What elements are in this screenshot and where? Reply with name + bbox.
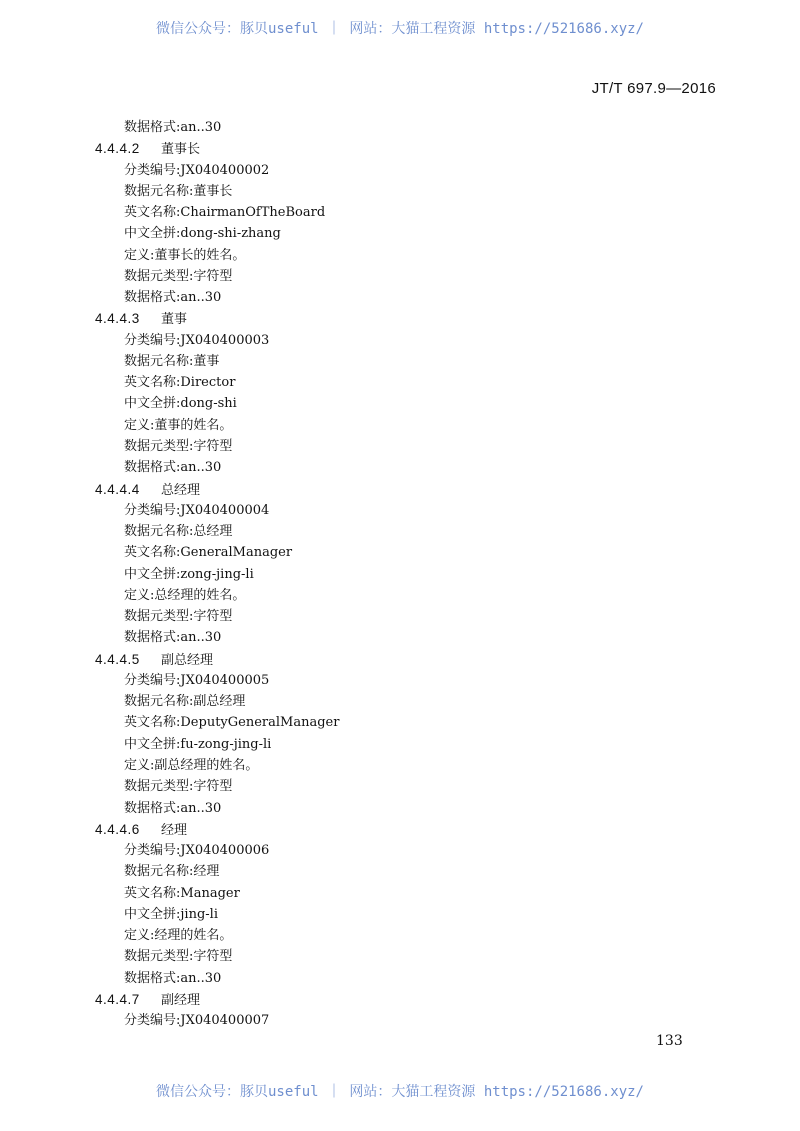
field-item: 数据元类型:字符型 [124,949,233,965]
section-heading [0,989,800,1010]
field-item: 中文全拼:dong-shi [124,396,237,412]
section-heading [0,819,800,840]
section-number: 4.4.4.2 [95,141,140,157]
field-item: 定义:董事长的姓名。 [124,247,246,263]
field-item: 数据格式:an..30 [124,460,222,476]
field-item: 分类编号:JX040400003 [124,332,270,348]
field-item: 数据格式:an..30 [124,970,222,986]
field-item: 数据元名称:董事长 [124,183,233,199]
section-title: 副经理 [161,992,201,1008]
field-item: 数据元名称:副总经理 [124,694,246,710]
field-item: 分类编号:JX040400004 [124,502,270,518]
page-number: 133 [656,1033,683,1049]
field-item: 分类编号:JX040400007 [124,1013,270,1029]
section-number: 4.4.4.6 [95,821,140,837]
section-title: 副总经理 [161,652,214,668]
field-item: 分类编号:JX040400002 [124,162,270,178]
field-item: 定义:总经理的姓名。 [124,587,246,603]
field-item: 分类编号:JX040400005 [124,672,270,688]
field-item: 数据元名称:经理 [124,864,220,880]
document-body [0,117,800,1031]
field-item: 英文名称:ChairmanOfTheBoard [124,205,326,221]
section-heading [0,138,800,159]
field-item: 数据元类型:字符型 [124,609,233,625]
field-item: 数据元类型:字符型 [124,779,233,795]
section-number: 4.4.4.7 [95,991,140,1007]
field-item: 英文名称:DeputyGeneralManager [124,715,340,731]
field-item: 数据元类型:字符型 [124,268,233,284]
section-title: 董事长 [161,142,201,158]
standard-number-header: JT/T 697.9—2016 [591,80,716,97]
field-item: 数据格式:an..30 [124,630,222,646]
section-number: 4.4.4.5 [95,651,140,667]
section-number: 4.4.4.4 [95,481,140,497]
field-item: 数据元名称:董事 [124,353,220,369]
field-item: 中文全拼:fu-zong-jing-li [124,736,272,752]
field-item: 数据元类型:字符型 [124,438,233,454]
watermark-bottom: 微信公众号：豚贝useful ｜ 网站：大猫工程资源 https://521686.xyz/ [155,1084,644,1100]
leading-item: 数据格式:an..30 [124,120,222,135]
field-item: 英文名称:Director [124,375,236,391]
field-item: 分类编号:JX040400006 [124,843,270,859]
section-title: 经理 [161,822,188,838]
section-title: 董事 [161,312,188,328]
field-item: 英文名称:GeneralManager [124,545,293,561]
field-item: 中文全拼:dong-shi-zhang [124,226,281,242]
field-item: 数据格式:an..30 [124,290,222,306]
field-item: 定义:副总经理的姓名。 [124,757,259,773]
section-heading [0,479,800,500]
field-item: 数据元名称:总经理 [124,524,233,540]
section-title: 总经理 [161,482,201,498]
section-heading [0,308,800,329]
section-number: 4.4.4.3 [95,311,140,327]
field-item: 中文全拼:jing-li [124,906,218,922]
field-item: 定义:董事的姓名。 [124,417,233,433]
field-item: 定义:经理的姓名。 [124,928,233,944]
watermark-top: 微信公众号：豚贝useful ｜ 网站：大猫工程资源 https://521686.xyz/ [155,21,644,37]
field-item: 中文全拼:zong-jing-li [124,566,254,582]
field-item: 英文名称:Manager [124,885,240,901]
field-item: 数据格式:an..30 [124,800,222,816]
section-heading [0,649,800,670]
